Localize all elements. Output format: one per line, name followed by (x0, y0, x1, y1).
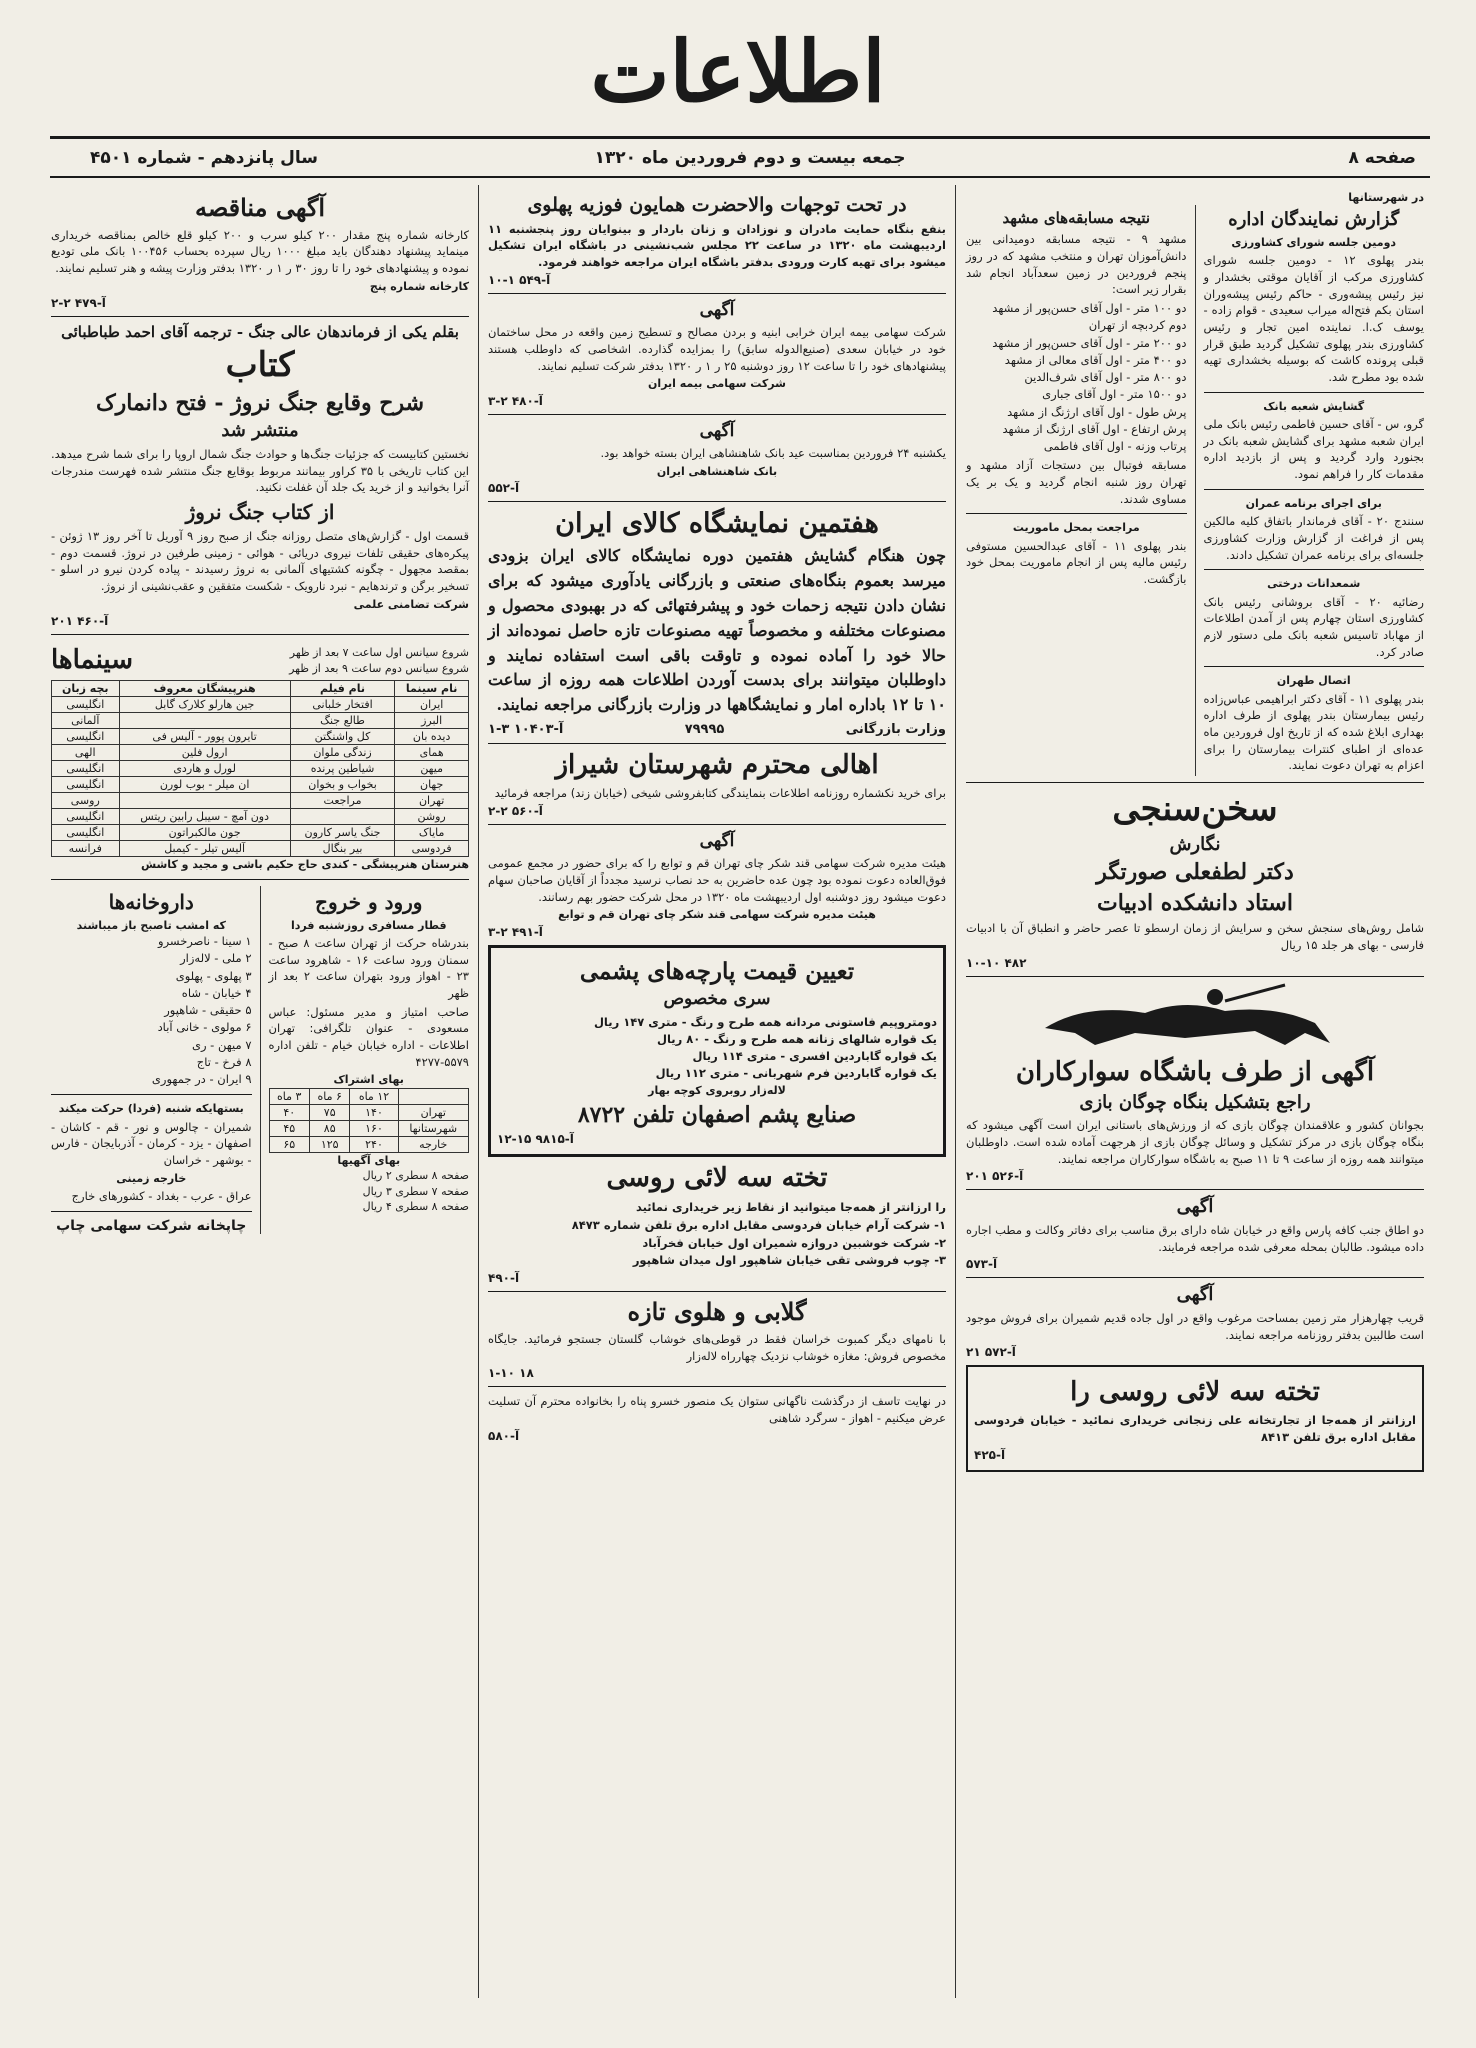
expo-footer (488, 722, 946, 737)
tender-sign: کارخانه شماره پنج (369, 279, 469, 293)
royal-title: در تحت توجهات والاحضرت همایون فوزیه پهلوی (527, 194, 907, 216)
cell: لورل و هاردی (119, 761, 290, 777)
return-head: مراجعت بمحل ماموریت (1012, 521, 1140, 535)
cell: ۱۲۵ (309, 1136, 349, 1152)
sports-result: دو ۲۰۰ متر - اول آقای حسن‌پور از مشهد (992, 335, 1187, 350)
cinema-table (51, 680, 469, 857)
plywood-title: تخته سه لائی روسی را (1070, 1377, 1320, 1408)
cell: افتخار خلبانی (290, 697, 395, 713)
cinema-header (51, 641, 469, 680)
cell: ۱۴۰ (350, 1104, 398, 1120)
sub-column-rule (260, 886, 261, 1234)
sugar-title: آگهی (699, 830, 735, 851)
ad2-title: آگهی (1176, 1284, 1214, 1306)
cell: الهی (52, 745, 120, 761)
book-credit: بقلم یکی از فرماندهان عالی جنگ - ترجمه آقای احمد طباطبائی (61, 323, 459, 342)
divider (1204, 489, 1425, 490)
cell: دیده بان (395, 729, 469, 745)
cell: انگلیسی (52, 729, 120, 745)
shiraz-body: برای خرید نکشماره روزنامه اطلاعات بنمایندگی کتابفروشی شیخی (خیابان زند) مراجعه فرمائید (494, 786, 946, 801)
expo-ref: آ-۱۰۴۰۳ ۳-۱ (488, 722, 564, 738)
football-result: مسابقه فوتبال بین دستجات آزاد مشهد و تهران روز شنبه انجام گردید و یک بر یک مساوی شدند. (966, 458, 1187, 506)
cinema-note: هنرستان هنرپیشگی - کندی حاج حکیم باشی و مجید و کاشش (140, 858, 469, 872)
table-row (52, 697, 469, 713)
pharmacy-title: داروخانه‌ها (108, 889, 194, 914)
bank-closure-title: آگهی (699, 420, 735, 441)
wool-title: تعیین قیمت پارچه‌های پشمی (579, 957, 855, 985)
arrivals-title: ورود و خروج (315, 889, 423, 914)
divider (51, 879, 469, 880)
lecture-subtitle: نگارش (1169, 833, 1221, 855)
agri-head: دومین جلسه شورای کشاورزی (1231, 235, 1397, 249)
expo-phone: ۷۹۹۹۵ (684, 722, 725, 738)
foreign-post-body: عراق - عرب - بغداد - کشورهای خارج (71, 1189, 252, 1204)
column-rule (478, 185, 479, 1998)
sports-result: پرش طول - اول آقای ارژنگ از مشهد (1007, 404, 1187, 419)
pear-ref: ۱-۱۰ ۱۸ (488, 1366, 534, 1381)
divider (1204, 392, 1425, 393)
subscription-table (269, 1088, 470, 1153)
cinema-show1: شروع سیانس اول ساعت ۷ بعد از ظهر (289, 646, 469, 660)
divider (1204, 569, 1425, 570)
ad2-body: قریب چهارهزار متر زمین بمساحت مرغوب واقع در اول جاده قدیم شمیران برای فروش موجود است طالبین بدفتر روزنامه مراجعه نمایند. (966, 1310, 1424, 1342)
cell: آلیس تیلر - کیمبل (119, 841, 290, 857)
divider (488, 501, 946, 502)
post-title: بستهایکه شنبه (فردا) حرکت میکند (58, 1102, 244, 1116)
cell: ایران (395, 697, 469, 713)
expo-title: هفتمین نمایشگاه کالای ایران (555, 508, 879, 540)
tree-head: شمعدانات درختی (1267, 577, 1361, 591)
post-body: شمیران - چالوس و نور - قم - کاشان - اصفهان - یزد - کرمان - آذربایجان - فارس - بوشهر - خراسان (51, 1119, 252, 1168)
sports-result: پرش ارتفاع - اول آقای ارژنگ از مشهد (1002, 421, 1187, 436)
cinema-col-header: نام سینما (395, 681, 469, 697)
masthead-rule-bottom (50, 176, 1430, 178)
subscription-title: بهای اشتراک (333, 1073, 404, 1087)
table-row (52, 713, 469, 729)
cell: جین هارلو کلارک گابل (119, 697, 290, 713)
column-left (45, 190, 475, 1988)
cell: ۴۰ (269, 1104, 309, 1120)
cell: بیر بنگال (290, 841, 395, 857)
arrivals-section (269, 886, 470, 1234)
tender-title: آگهی مناقصه (194, 193, 326, 222)
sports-section (966, 205, 1187, 776)
wool-item: دومتروپیم فاستونی مردانه همه طرح و رنگ - متری ۱۴۷ ریال (593, 1014, 937, 1029)
cell: همای (395, 745, 469, 761)
divider (51, 634, 469, 635)
cell: انگلیسی (52, 809, 120, 825)
polo-subtitle: راجع بتشکیل بنگاه چوگان بازی (1079, 1091, 1311, 1113)
column-right (960, 190, 1430, 1988)
tender-body: کارخانه شماره پنج مقدار ۲۰۰ کیلو سرب و ۲۰۰ کیلو قلع خالص بمناقصه خریداری مینماید پیشنهاد دهندگان باید مبلغ ۱۰۰۰ ریال سپرده بحساب ۱۰۰۴۵۶ بانک ملی تودیع نموده و پیشنهادهای خود را تا روز ۳۰ ر ۱ ر ۱۳۲۰ بدفتر وزارت پیشه و هنر تسلیم نمایند. (51, 227, 469, 276)
royal-body: بنفع بنگاه حمایت مادران و نوزادان و زنان باردار و بینوایان روز پنجشنبه ۱۱ اردیبهشت ماه ۱۳۲۰ در ساعت ۲۲ مجلس شب‌نشینی در باشگاه ایران تشکیل میشود برای تهیه کارت ورودی بدفتر باشگاه ایران مراجعه خواهند فرمود. (488, 221, 946, 270)
table-row (52, 745, 469, 761)
pharmacy-item: ۱ سینا - ناصرخسرو (158, 934, 252, 949)
pharmacy-item: ۹ ایران - در جمهوری (151, 1072, 252, 1087)
cell: تایرون پوور - آلیس فی (119, 729, 290, 745)
sports-result: پرتاب وزنه - اول آقای فاطمی (1043, 439, 1187, 454)
wool-phone: صنایع پشم اصفهان تلفن ۸۷۲۲ (577, 1102, 857, 1129)
table-row (52, 793, 469, 809)
sports-result: دوم کردبچه از تهران (1088, 318, 1187, 333)
divider (488, 414, 946, 415)
table-row (52, 761, 469, 777)
bank-body: گرو، س - آقای حسین فاطمی رئیس بانک ملی ایران شعبه مشهد برای گشایش شعبه بانک در بجنورد وارد گردید و پس از بازدید اداره مقدمات کار را فراهم نمود. (1203, 417, 1424, 482)
cell: مایاک (395, 825, 469, 841)
cell: انگلیسی (52, 825, 120, 841)
lecture-title: سخن‌سنجی (1112, 789, 1278, 830)
cinema-table-header (52, 681, 469, 697)
plywood2-ref: آ-۴۹۰ (488, 1271, 520, 1286)
tehran-body: بندر پهلوی ۱۱ - آقای دکتر ابراهیمی عباس‌زاده رئیس بیمارستان بندر پهلوی از طرف اداره بهداری ابلاغ شده که از تاریخ اول فروردین ماه عده‌ای از اطبای کنترات بیمارستان را برای اعزام به تهران دعوت نمایند. (1203, 691, 1424, 773)
divider (1204, 666, 1425, 667)
divider (966, 513, 1187, 514)
agri-body: بندر پهلوی ۱۲ - دومین جلسه شورای کشاورزی مرکب از آقایان موقتی بخشدار و نیز رئیس پیشه‌وری - حاکم رئیس پیشه‌وران استان بکم فتح‌اله میراب سعیدی - قوام زاده - یوسف ک.ا. نماینده امین تجار و رئیس کشاورزی بندر پهلوی تشکیل گردید طبق قرار قبلی پرونده کاشت که بوسیله بخشداری تهیه شده بود مطرح شد. (1203, 253, 1425, 385)
pharmacy-subtitle: که امشب تاصبح باز میباشند (76, 918, 226, 932)
divider (51, 1094, 252, 1095)
insurance-body: شرکت سهامی بیمه ایران خرابی ابنیه و بردن مصالح و تسطیح زمین واقعه در محل ساختمان خود در خیابان سعدی (صنیع‌الدوله سابق) را بمزایده گذارده. اشخاصی که داوطلب هستند پیشنهادهای خود را تا ساعت ۱۲ روز دوشنبه ۲۵ ر ۱ ر ۱۳۲۰ بدفتر شرکت تسلیم نمایند. (488, 325, 946, 373)
reports-section (1204, 205, 1425, 776)
table-row (52, 825, 469, 841)
cell: انگلیسی (52, 777, 120, 793)
volume-number: سال پانزدهم - شماره ۴۵۰۱ (90, 148, 318, 168)
divider (966, 1277, 1424, 1278)
tree-body: رضائیه ۲۰ - آقای بروشانی رئیس بانک کشاورزی استان چهارم پس از آمدن اطلاعات از مهاباد تاسیس شعبه بانک ملی دستور لازم صادر کرد. (1203, 594, 1424, 659)
sports-result: دو ۴۰۰ متر - اول آقای معالی از مشهد (1004, 352, 1187, 367)
sugar-body: هیئت مدیره شرکت سهامی قند شکر چای تهران قم و توابع را که برای حضور در مجمع عمومی فوق‌العاده دعوت نموده بود چون عده حاضرین به حد نصاب نرسید مجدداً از آقایان صاحبان سهام دعوت میشود روز دوشنبه اول اردیبهشت ماه ۱۳۲۰ در محل شرکت حضور بهم رسانند. (488, 856, 946, 904)
cell: دون آمچ - سیبل رابین ریتس (119, 809, 290, 825)
pharmacy-item: ۵ حقیقی - شاهپور (164, 1003, 252, 1018)
book-publisher: شرکت تضامنی علمی (353, 597, 469, 611)
sports-title: نتیجه مسابقه‌های مشهد (1002, 209, 1151, 228)
ad2-ref: آ-۵۷۲ ۲۱ (966, 1345, 1016, 1360)
cinema-title: سینماها (51, 645, 134, 676)
cell: البرز (395, 713, 469, 729)
table-row (52, 729, 469, 745)
lecture-author: دکتر لطفعلی صورتگر (1096, 859, 1294, 886)
pharmacy-item: ۶ مولوی - خانی آباد (157, 1020, 252, 1035)
insurance-sign: شرکت سهامی بیمه ایران (648, 377, 786, 391)
bank-closure-body: یکشنبه ۲۴ فروردین بمناسبت عید بانک شاهنشاهی ایران بسته خواهد بود. (600, 446, 946, 460)
sports-result: دو ۱۵۰۰ متر - اول آقای جباری (1042, 387, 1187, 402)
cinema-showtimes (289, 645, 469, 676)
polo-body: بجوانان کشور و علاقمندان چوگان بازی که از ورزش‌های باستانی ایران است آگهی میشود که بنگاه چوگان بازی در مرکز تشکیل و وسائل چوگان بازی از هرجهت آماده شده است. داوطلبان میتوانند همه روزه از ساعت ۹ تا ۱۱ صبح به باشگاه سوارکاران مراجعه نمایند. (966, 1118, 1424, 1166)
condolence-body: در نهایت تاسف از درگذشت ناگهانی ستوان یک منصور خسرو پناه را بخانواده محترم آن تسلیت عرض میکنیم - اهواز - سرگرد شاهنی (488, 1394, 946, 1425)
ad-price-row: صفحه ۸ سطری ۲ ریال (362, 1169, 469, 1183)
pharmacy-item: ۴ خیابان - شاه (181, 985, 252, 1000)
divider (488, 1386, 946, 1387)
plywood2-item: ۳- چوب فروشی تقی خیابان شاهپور اول میدان شاهپور (632, 1252, 946, 1267)
bank-closure-ref: آ-۵۵۲ (488, 481, 520, 496)
table-row (52, 841, 469, 857)
cell: طالع جنگ (290, 713, 395, 729)
cinema-show2: شروع سیانس دوم ساعت ۹ بعد از ظهر (289, 661, 469, 675)
wool-item: یک قواره گاباردین فرم شهربانی - متری ۱۱۲ ریال (655, 1066, 937, 1081)
pharmacy-section (51, 886, 252, 1234)
cell: ۱۲ ماه (350, 1088, 398, 1104)
cell (119, 713, 290, 729)
column-center (482, 190, 952, 1988)
cell: بخواب و بخوان (290, 777, 395, 793)
insurance-ref: آ-۴۸۰ ۲-۳ (488, 393, 543, 408)
cell: ۴۵ (269, 1120, 309, 1136)
cell: تهران (395, 793, 469, 809)
masthead-rule-top (50, 136, 1430, 139)
cell: کل واشنگتن (290, 729, 395, 745)
book-label: کتاب (225, 345, 295, 386)
divider (488, 824, 946, 825)
lecture-ref: ۱۰-۱۰ ۴۸۲ (966, 955, 1027, 970)
cell: میهن (395, 761, 469, 777)
cell: ۷۵ (309, 1104, 349, 1120)
plywood2-item: ۱- شرکت آرام خیابان فردوسی مقابل اداره برق تلفن شماره ۸۴۷۳ (571, 1218, 946, 1233)
divider (966, 1189, 1424, 1190)
ad1-ref: آ-۵۷۳ (966, 1257, 998, 1272)
table-row (52, 809, 469, 825)
plan-body: سنندج ۲۰ - آقای فرماندار باتفاق کلیه مالکین پس از فراغت از گزارش وزارت کشاورزی جلسه‌ای برای برنامه عمران تشکیل دادند. (1203, 514, 1424, 562)
book-title: شرح وقایع جنگ نروژ - فتح دانمارک (95, 390, 425, 416)
ad-price-title: بهای آگهیها (337, 1153, 401, 1167)
cell: ۶۵ (269, 1136, 309, 1152)
wool-address: لاله‌زار روبروی کوچه بهار (648, 1083, 786, 1097)
royal-ref: آ-۵۴۹ ۱-۱۰ (488, 272, 551, 287)
cell: ۱۶۰ (350, 1120, 398, 1136)
polo-title: آگهی از طرف باشگاه سوارکاران (1015, 1056, 1375, 1087)
insurance-title: آگهی (699, 299, 735, 320)
cell: ان میلر - بوب لورن (119, 777, 290, 793)
cinema-col-header: بچه زبان (52, 681, 120, 697)
ad-price-row: صفحه ۸ سطری ۴ ریال (362, 1199, 469, 1213)
printer-credit: چاپخانه شرکت سهامی چاپ (56, 1217, 247, 1234)
cell: ۲۴۰ (350, 1136, 398, 1152)
sports-result: دو ۱۰۰ متر - اول آقای حسن‌پور از مشهد (992, 301, 1187, 316)
cell (119, 793, 290, 809)
cell: تهران (398, 1104, 468, 1120)
divider (966, 976, 1424, 977)
pharmacy-item: ۳ پهلوی - پهلوی (175, 968, 252, 983)
plywood2-intro: را ارزانتر از همه‌جا میتوانید از نقاط زیر خریداری نمائید (635, 1199, 946, 1214)
cell: خارجه (398, 1136, 468, 1152)
cell: ۶ ماه (309, 1088, 349, 1104)
foreign-post-title: خارجه زمینی (116, 1171, 187, 1185)
cell: روشن (395, 809, 469, 825)
masthead-title: اطلاعات (590, 22, 886, 121)
provinces-block (966, 205, 1424, 776)
wool-ad-box (488, 945, 946, 1158)
shiraz-title: اهالی محترم شهرستان شیراز (555, 750, 879, 781)
cinema-col-header: هنرپیشگان معروف (119, 681, 290, 697)
cell: روسی (52, 793, 120, 809)
table-row (269, 1120, 469, 1136)
plywood-body: ارزانتر از همه‌جا از تجارتخانه علی زنجانی خریداری نمائید - خیابان فردوسی مقابل اداره برق تلفن ۸۴۱۳ (974, 1413, 1416, 1445)
sports-body: مشهد ۹ - نتیجه مسابقه دومیدانی بین دانش‌آموزان تهران و منتخب مشهد که در روز پنجم فروردین در زمین سعدآباد انجام شد بقرار زیر است: (966, 232, 1187, 297)
cell: انگلیسی (52, 697, 120, 713)
cell (290, 809, 395, 825)
tender-ref: آ-۴۷۹ ۲-۲ (51, 296, 106, 311)
cell: مراجعت (290, 793, 395, 809)
plywood2-item: ۲- شرکت خوشبین دروازه شمیران اول خیابان فخرآباد (642, 1235, 946, 1250)
divider (51, 316, 469, 317)
cell: فردوسی (395, 841, 469, 857)
horse-rider-illustration (985, 983, 1405, 1053)
wool-subtitle: سری مخصوص (663, 989, 771, 1010)
plywood-ref: آ-۴۲۵ (974, 1447, 1006, 1462)
cell: انگلیسی (52, 761, 120, 777)
lecture-post: استاد دانشکده ادبیات (1097, 889, 1293, 916)
divider (488, 743, 946, 744)
divider (488, 1291, 946, 1292)
publisher-info: صاحب امتیاز و مدیر مسئول: عباس مسعودی - عنوان تلگرافی: تهران اطلاعات - اداره خیابان خیام - تلفن اداره ۵۵۷۹-۴۲۷۷ (268, 1004, 469, 1069)
cell: زندگی ملوان (290, 745, 395, 761)
reports-title: گزارش نمایندگان اداره (1228, 209, 1400, 231)
book-toc: قسمت اول - گزارش‌های متصل روزانه جنگ از صبح روز ۹ آوریل تا آخر روز ۱۳ ژوئن - پیکره‌های حقیقی تلفات نیروی دریائی - هوائی - زمینی طرفین در نروژ. قسمت دوم - بمقصد مجهول - چگونه کشتیهای آلمانی به نروژ رسیدند - پیاده کردن نیرو در اسلو - تسخیر برگن و ترندهایم - نبرد نارویک - شکست متفقین و عقب‌نشینی از نروژ. (51, 529, 469, 594)
cell: جنگ یاسر کارون (290, 825, 395, 841)
sports-result: دو ۸۰۰ متر - اول آقای شرف‌الدین (1024, 370, 1187, 385)
divider (51, 1211, 252, 1212)
page-number: صفحه ۸ (1348, 148, 1416, 168)
polo-ref: آ-۵۲۶ ۲۰۱ (966, 1169, 1024, 1184)
divider (966, 782, 1424, 783)
cell: شیاطین پرنده (290, 761, 395, 777)
column-rule (955, 185, 956, 1998)
pharmacy-item: ۸ فرخ - تاج (196, 1054, 252, 1069)
wool-item: یک قواره شالهای زنانه همه طرح و رنگ - ۸۰ ریال (656, 1031, 937, 1046)
ad-price-row: صفحه ۷ سطری ۳ ریال (362, 1184, 469, 1198)
book-toc-title: از کتاب جنگ نروژ (185, 500, 335, 524)
sugar-ref: آ-۴۹۱ ۲-۳ (488, 924, 543, 939)
tehran-head: اتصال طهران (1276, 674, 1351, 688)
arrivals-subtitle: قطار مسافری روزشنبه فردا (290, 918, 447, 932)
listings-block (51, 886, 469, 1234)
cell: ۸۵ (309, 1120, 349, 1136)
plan-head: برای اجرای برنامه عمران (1245, 496, 1382, 510)
condolence-ref: آ-۵۸۰ (488, 1428, 520, 1443)
table-row (269, 1088, 469, 1104)
pharmacy-item: ۲ ملی - لاله‌زار (180, 951, 252, 966)
cell (398, 1088, 468, 1104)
pear-body: با نامهای دیگر کمبوت خراسان فقط در قوطی‌های خوشاب گلستان جستجو فرمائید. جایگاه مخصوص فروش: مغازه خوشاب نزدیک چهارراه لاله‌زار (488, 1331, 946, 1363)
cell: ارول فلین (119, 745, 290, 761)
table-row (52, 777, 469, 793)
cell: شهرستانها (398, 1120, 468, 1136)
sugar-sign: هیئت مدیره شرکت سهامی قند شکر چای تهران قم و توابع (558, 908, 876, 922)
bank-head: گشایش شعبه بانک (1263, 399, 1365, 413)
pharmacy-item: ۷ میهن - ری (191, 1037, 252, 1052)
cell: آلمانی (52, 713, 120, 729)
plywood2-title: تخته سه لائی روسی (606, 1163, 828, 1194)
cell: جون مالکبراتون (119, 825, 290, 841)
arrivals-body: بندرشاه حرکت از تهران ساعت ۸ صبح - سمنان ورود ساعت ۱۶ - شاهرود ساعت ۲۳ - اهواز ورود بتهران ساعت ۲ بعد از ظهر (268, 936, 469, 1001)
book-ref: آ-۴۶۰ ۲۰۱ (51, 614, 109, 629)
issue-date: جمعه بیست و دوم فروردین ماه ۱۳۲۰ (594, 148, 906, 168)
table-row (269, 1104, 469, 1120)
wool-ref: آ-۹۸۱۵ ۱۵-۱۲ (497, 1132, 574, 1147)
table-row (269, 1136, 469, 1152)
cinema-col-header: نام فیلم (290, 681, 395, 697)
shiraz-ref: آ-۵۶۰ ۲-۲ (488, 803, 543, 818)
cell: جهان (395, 777, 469, 793)
book-body: نخستین کتابیست که جزئیات جنگ‌ها و حوادث جنگ شمال اروپا را برای شما شرح میدهد. این کتاب تاریخی با ۳۵ کراور بیمانند مربوط بوقایع جنگ منتشر شده فهرست مندرجات آنرا بخوانید و از خرید یک جلد آن غفلت نکنید. (51, 446, 469, 495)
return-body: بندر پهلوی ۱۱ - آقای عبدالحسین مستوفی رئیس مالیه پس از انجام ماموریت بمحل خود بازگشت. (966, 538, 1187, 587)
expo-sign: وزارت بازرگانی (845, 722, 946, 738)
book-status: منتشر شد (221, 420, 299, 442)
pear-title: گلابی و هلوی تازه (627, 1297, 807, 1327)
ad1-title: آگهی (1176, 1196, 1214, 1218)
divider (488, 293, 946, 294)
section-label: در شهرستانها (1348, 191, 1424, 204)
cell: ۳ ماه (269, 1088, 309, 1104)
wool-item: یک قواره گاباردین افسری - متری ۱۱۴ ریال (692, 1049, 937, 1064)
sub-column-rule (1195, 205, 1196, 776)
expo-body: چون هنگام گشایش هفتمین دوره نمایشگاه کالای ایران بزودی میرسد بعموم بنگاه‌های صنعتی و بازرگانی یادآوری میشود که برای نشان دادن نتیجه زحمات خود و پیشرفتهائی که در بهبودی محصول و مصنوعات مختلفه و مخصوصاً تهیه مصنوعات تازه حاصل نموده‌اند از حالا خود را آماده نموده و تاوقت باقی است استفاده نمایند و داوطلبان میتوانند برای بدست آوردن اطلاعات همه روزه از ساعت ۱۰ تا ۱۲ باداره امار و نمایشگاهها در وزارت بازرگانی مراجعه نمایند. (488, 546, 946, 715)
ad1-body: دو اطاق جنب کافه پارس واقع در خیابان شاه دارای برق مناسب برای دفاتر وکالت و مطب اجاره داده میشود. طالبان بمحله معرفی شده مراجعه فرمایند. (966, 1222, 1424, 1254)
bank-closure-sign: بانک شاهنشاهی ایران (656, 464, 778, 478)
lecture-body: شامل روش‌های سنجش سخن و سرایش از زمان ارسطو تا عصر حاضر و انطباق آن با ادبیات فارسی - بهای هر جلد ۱۵ ریال (966, 921, 1424, 952)
cell: فرانسه (52, 841, 120, 857)
plywood-ad-box (966, 1365, 1424, 1472)
